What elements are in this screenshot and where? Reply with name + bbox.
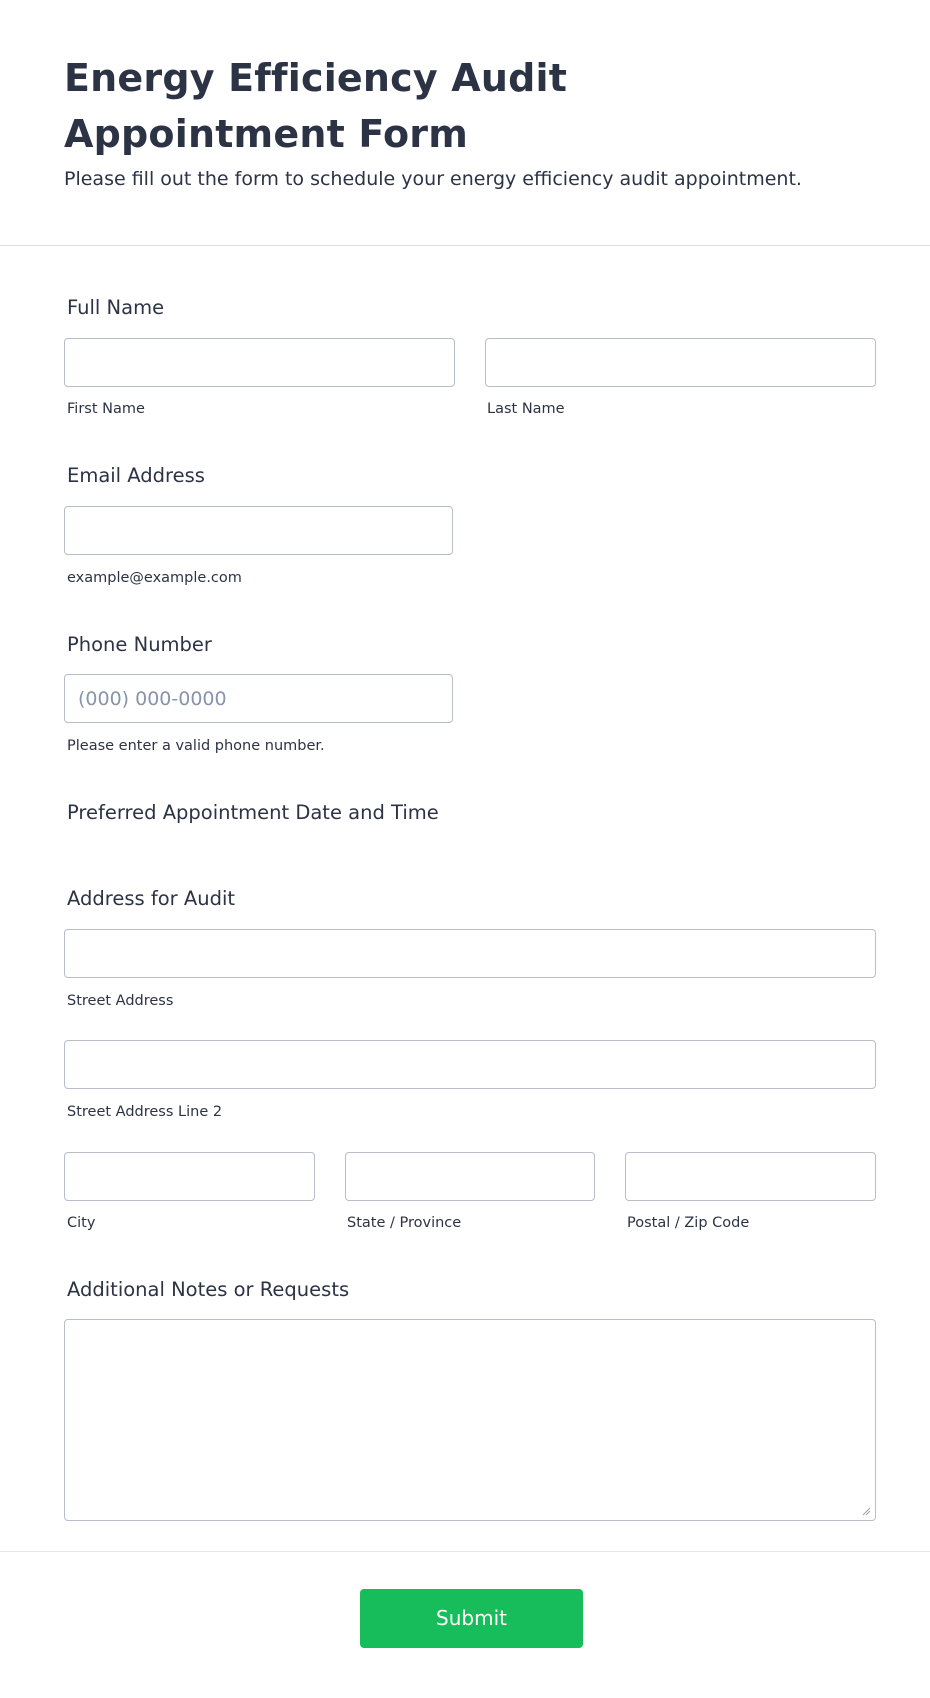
street-address-line2-input[interactable] [64, 1040, 876, 1089]
phone-sublabel: Please enter a valid phone number. [67, 738, 325, 754]
phone-input[interactable] [64, 674, 453, 723]
footer-divider [0, 1551, 930, 1552]
page-title: Energy Efficiency Audit Appointment Form [64, 56, 568, 156]
first-name-sublabel: First Name [67, 401, 145, 417]
street-address-sublabel: Street Address [67, 993, 174, 1009]
email-sublabel: example@example.com [67, 570, 242, 586]
zip-input[interactable] [625, 1152, 876, 1201]
first-name-input[interactable] [64, 338, 455, 387]
street-address-line2-sublabel: Street Address Line 2 [67, 1104, 223, 1120]
state-input[interactable] [345, 1152, 595, 1201]
email-input[interactable] [64, 506, 453, 555]
notes-label: Additional Notes or Requests [67, 1278, 350, 1301]
full-name-label: Full Name [67, 296, 165, 319]
appointment-label: Preferred Appointment Date and Time [67, 801, 439, 824]
state-sublabel: State / Province [347, 1215, 462, 1231]
email-label: Email Address [67, 464, 205, 487]
phone-label: Phone Number [67, 633, 212, 656]
phone-placeholder: (000) 000-0000 [78, 688, 227, 710]
submit-button[interactable]: Submit [360, 1589, 583, 1648]
last-name-input[interactable] [485, 338, 876, 387]
last-name-sublabel: Last Name [487, 401, 565, 417]
address-label: Address for Audit [67, 887, 236, 910]
page-subtitle: Please fill out the form to schedule your energy efficiency audit appointment. [64, 168, 802, 190]
notes-textarea[interactable] [64, 1319, 876, 1521]
city-input[interactable] [64, 1152, 315, 1201]
city-sublabel: City [67, 1215, 96, 1231]
resize-handle-icon[interactable] [861, 1506, 871, 1516]
zip-sublabel: Postal / Zip Code [627, 1215, 750, 1231]
street-address-input[interactable] [64, 929, 876, 978]
form-header [0, 0, 930, 246]
